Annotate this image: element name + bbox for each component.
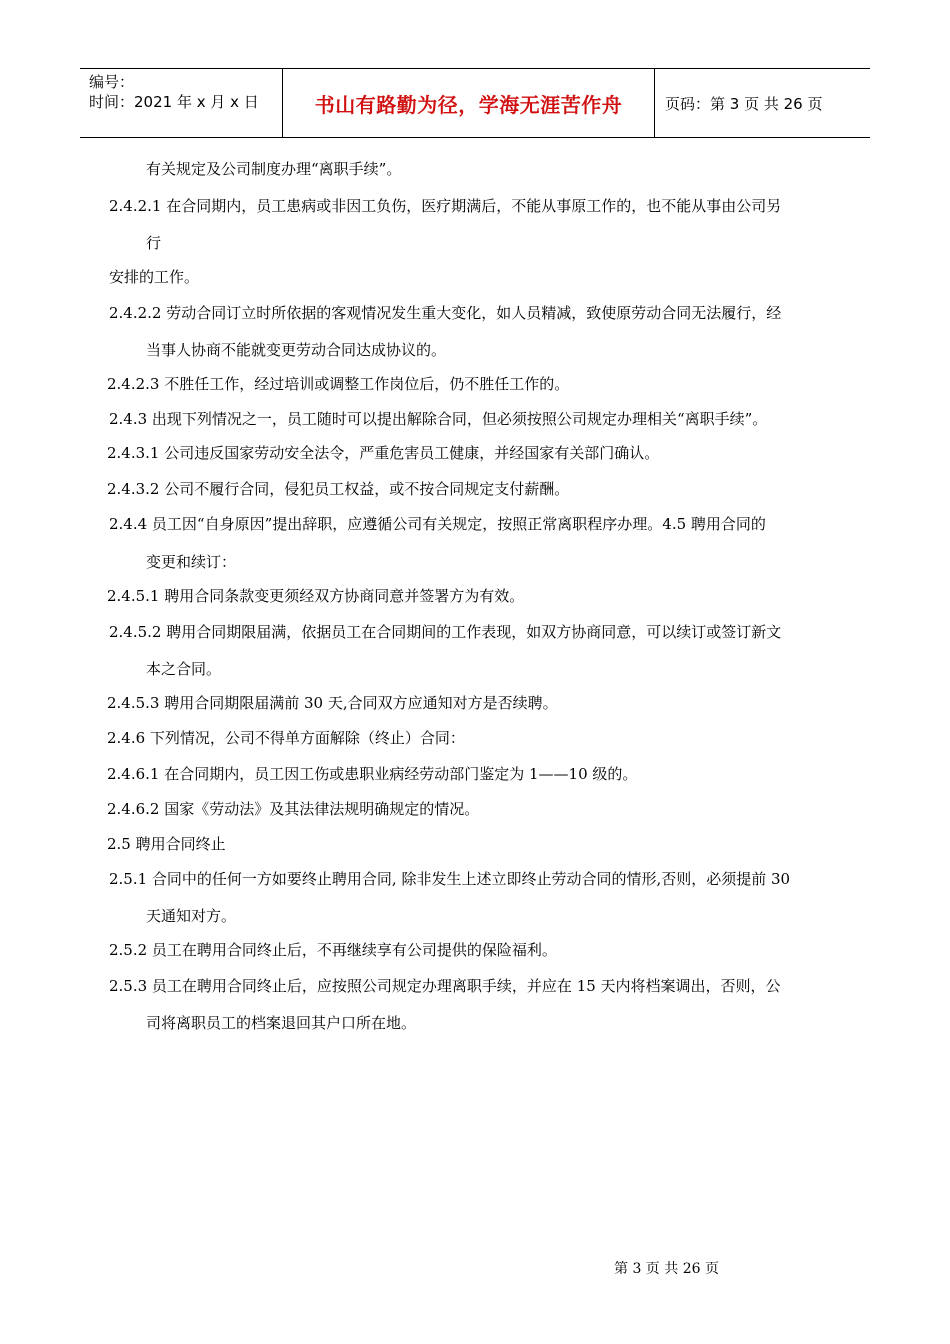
body-line: 2.4.3 出现下列情况之一，员工随时可以提出解除合同，但必须按照公司规定办理相关“离职手续”。 xyxy=(109,410,768,428)
body-line: 2.4.4 员工因“自身原因”提出辞职，应遵循公司有关规定，按照正常离职程序办理。4.5 聘用合同的 xyxy=(109,515,766,533)
body-line: 2.4.6 下列情况，公司不得单方面解除（终止）合同： xyxy=(107,729,465,747)
header-meta xyxy=(80,69,282,137)
page-footer: 第 3 页 共 26 页 xyxy=(614,1261,719,1277)
body-line: 2.4.5.2 聘用合同期限届满，依据员工在合同期间的工作表现，如双方协商同意，可以续订或签订新文 xyxy=(109,623,782,641)
body-line: 2.4.5.3 聘用合同期限届满前 30 天,合同双方应通知对方是否续聘。 xyxy=(107,694,558,712)
body-line: 司将离职员工的档案退回其户口所在地。 xyxy=(146,1014,417,1032)
body-line: 安排的工作。 xyxy=(109,268,200,286)
body-line: 2.5.1 合同中的任何一方如要终止聘用合同, 除非发生上述立即终止劳动合同的情形,否则，必须提前 30 xyxy=(109,870,791,888)
body-line: 2.4.2.1 在合同期内，员工患病或非因工负伤，医疗期满后，不能从事原工作的，也不能从事由公司另 xyxy=(109,197,782,215)
document-number-label: 编号： xyxy=(89,73,135,91)
body-line: 变更和续订： xyxy=(146,553,237,571)
body-line: 有关规定及公司制度办理“离职手续”。 xyxy=(146,160,402,178)
body-line: 2.4.6.1 在合同期内，员工因工伤或患职业病经劳动部门鉴定为 1——10 级的。 xyxy=(107,765,638,783)
body-line: 2.4.3.2 公司不履行合同，侵犯员工权益，或不按合同规定支付薪酬。 xyxy=(107,480,570,498)
body-line: 行 xyxy=(146,234,162,252)
document-header xyxy=(80,68,870,138)
body-line: 2.4.6.2 国家《劳动法》及其法律法规明确规定的情况。 xyxy=(107,800,480,818)
header-page-info: 页码：第 3 页 共 26 页 xyxy=(665,94,823,113)
body-line: 当事人协商不能就变更劳动合同达成协议的。 xyxy=(146,341,447,359)
body-line: 2.5 聘用合同终止 xyxy=(107,835,226,853)
body-line: 2.4.2.2 劳动合同订立时所依据的客观情况发生重大变化，如人员精减，致使原劳动合同无法履行，经 xyxy=(109,304,782,322)
body-line: 2.5.3 员工在聘用合同终止后，应按照公司规定办理离职手续，并应在 15 天内将档案调出，否则，公 xyxy=(109,977,781,995)
body-line: 2.4.3.1 公司违反国家劳动安全法令，严重危害员工健康，并经国家有关部门确认。 xyxy=(107,444,660,462)
body-line: 2.5.2 员工在聘用合同终止后，不再继续享有公司提供的保险福利。 xyxy=(109,941,557,959)
body-line: 2.4.2.3 不胜任工作，经过培训或调整工作岗位后，仍不胜任工作的。 xyxy=(107,375,570,393)
header-motto: 书山有路勤为径，学海无涯苦作舟 xyxy=(282,69,655,137)
document-date: 时间：2021 年 x 月 x 日 xyxy=(89,93,259,111)
body-line: 天通知对方。 xyxy=(146,907,237,925)
body-line: 2.4.5.1 聘用合同条款变更须经双方协商同意并签署方为有效。 xyxy=(107,587,525,605)
body-line: 本之合同。 xyxy=(146,660,222,678)
